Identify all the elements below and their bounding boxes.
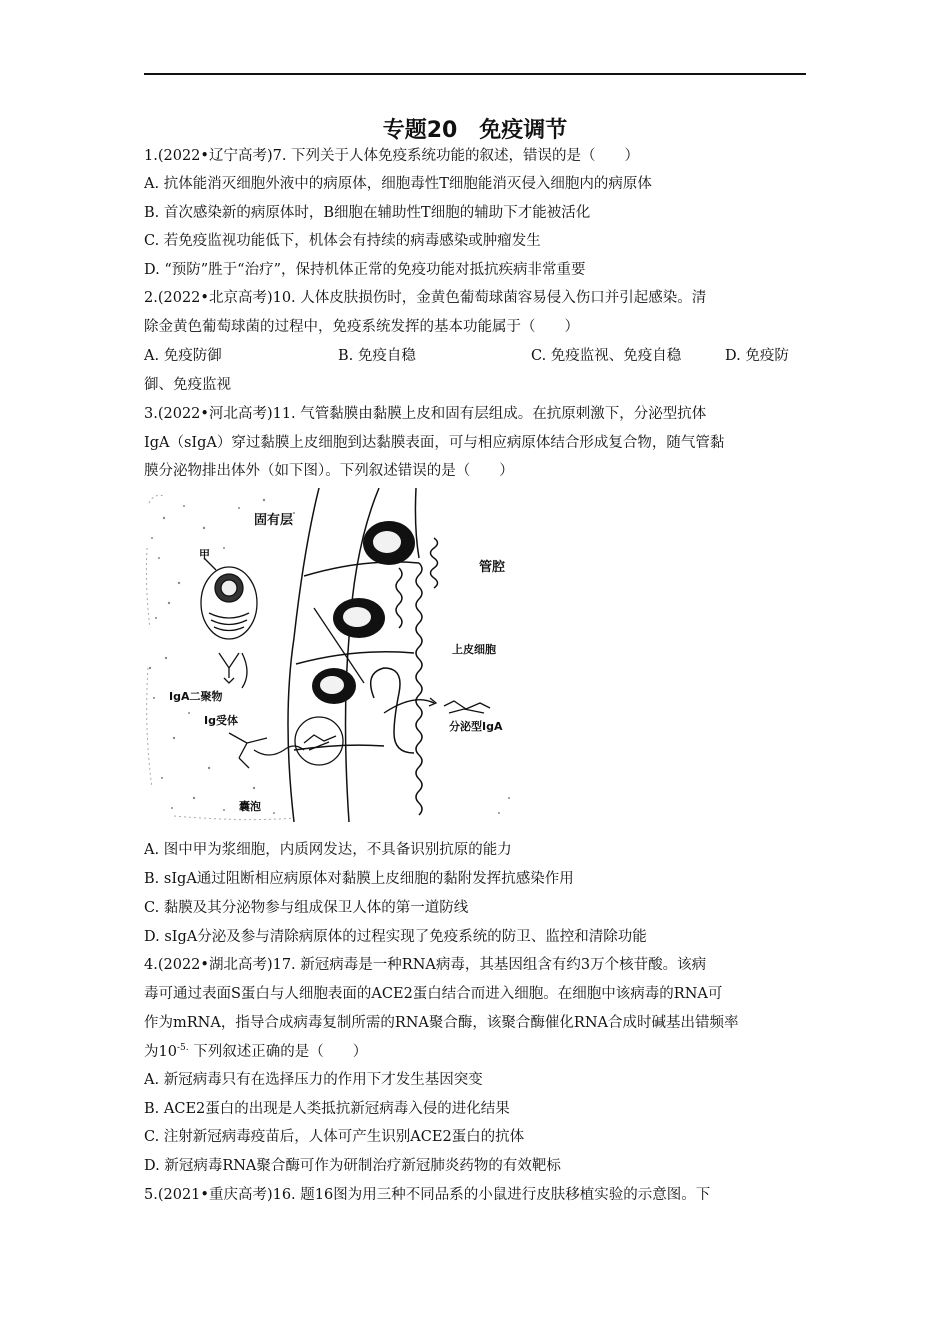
q4-exponent: -5.: [176, 1043, 189, 1053]
q1-option-d: D. “预防”胜于“治疗”，保持机体正常的免疫功能对抵抗疾病非常重要: [144, 262, 586, 278]
q2-stem-line1: 2.(2022•北京高考)10. 人体皮肤损伤时，金黄色葡萄球菌容易侵入伤口并引起感染。清: [144, 290, 707, 306]
q3-figure: [144, 488, 516, 822]
q4-option-a: A. 新冠病毒只有在选择压力的作用下才发生基因突变: [144, 1072, 483, 1088]
q3-option-d: D. sIgA分泌及参与清除病原体的过程实现了免疫系统的防卫、监控和清除功能: [144, 929, 647, 945]
epithelium: [288, 488, 438, 822]
q2-option-d: D. 免疫防: [725, 348, 789, 364]
q3-stem-line3: 膜分泌物排出体外（如下图）。下列叙述错误的是（ ）: [144, 463, 514, 479]
q4-line4-pre: 为10: [144, 1044, 177, 1060]
q4-option-b: B. ACE2蛋白的出现是人类抵抗新冠病毒入侵的进化结果: [144, 1101, 510, 1117]
q2-option-b: B. 免疫自稳: [338, 348, 416, 364]
q4-stem-line2: 毒可通过表面S蛋白与人细胞表面的ACE2蛋白结合而进入细胞。在细胞中该病毒的RNA可: [144, 986, 723, 1002]
q1-option-a: A. 抗体能消灭细胞外液中的病原体，细胞毒性T细胞能消灭侵入细胞内的病原体: [144, 176, 652, 192]
q1-option-c: C. 若免疫监视功能低下，机体会有持续的病毒感染或肿瘤发生: [144, 233, 541, 249]
label-receptor: Ig受体: [204, 714, 238, 727]
q3-option-b: B. sIgA通过阻断相应病原体对黏膜上皮细胞的黏附发挥抗感染作用: [144, 871, 574, 887]
q1-stem: 1.(2022•辽宁高考)7. 下列关于人体免疫系统功能的叙述，错误的是（ ）: [144, 148, 640, 164]
label-dimer: IgA二聚物: [169, 690, 223, 703]
q4-stem-line3: 作为mRNA，指导合成病毒复制所需的RNA聚合酶，该聚合酶催化RNA合成时碱基出错频率: [144, 1015, 739, 1031]
q2-stem-line2: 除金黄色葡萄球菌的过程中，免疫系统发挥的基本功能属于（ ）: [144, 319, 579, 335]
q2-option-c: C. 免疫监视、免疫自稳: [531, 348, 682, 364]
q4-stem-line4: [144, 1042, 812, 1062]
q2-option-d-cont: 御、免疫监视: [144, 377, 231, 393]
label-vesicle: 囊泡: [239, 800, 261, 813]
q4-stem-line1: 4.(2022•湖北高考)17. 新冠病毒是一种RNA病毒，其基因组含有约3万个核苷酸。该病: [144, 957, 707, 973]
q1-option-b: B. 首次感染新的病原体时，B细胞在辅助性T细胞的辅助下才能被活化: [144, 205, 591, 221]
page-title: 专题20 免疫调节: [382, 118, 568, 143]
q3-stem-line1: 3.(2022•河北高考)11. 气管黏膜由黏膜上皮和固有层组成。在抗原刺激下，分泌型抗体: [144, 406, 707, 422]
q3-option-c: C. 黏膜及其分泌物参与组成保卫人体的第一道防线: [144, 900, 469, 916]
q3-option-a: A. 图中甲为浆细胞，内质网发达，不具备识别抗原的能力: [144, 842, 512, 858]
q4-line4-post: 下列叙述正确的是（ ）: [188, 1044, 368, 1060]
q2-option-a: A. 免疫防御: [144, 348, 222, 364]
q3-stem-line2: IgA（sIgA）穿过黏膜上皮细胞到达黏膜表面，可与相应病原体结合形成复合物，随气管黏: [144, 435, 725, 451]
label-lamina: 固有层: [254, 513, 294, 528]
label-epithelial: 上皮细胞: [452, 643, 496, 656]
label-lumen: 管腔: [479, 560, 506, 575]
label-jia: 甲: [199, 548, 210, 561]
header-rule: [144, 73, 806, 75]
plasma-cell: [201, 558, 257, 639]
q5-stem-line1: 5.(2021•重庆高考)16. 题16图为用三种不同品系的小鼠进行皮肤移植实验的示意图。下: [144, 1187, 711, 1203]
label-sIgA: 分泌型IgA: [449, 720, 503, 733]
q4-option-c: C. 注射新冠病毒疫苗后，人体可产生识别ACE2蛋白的抗体: [144, 1129, 525, 1145]
q4-option-d: D. 新冠病毒RNA聚合酶可作为研制治疗新冠肺炎药物的有效靶标: [144, 1158, 561, 1174]
